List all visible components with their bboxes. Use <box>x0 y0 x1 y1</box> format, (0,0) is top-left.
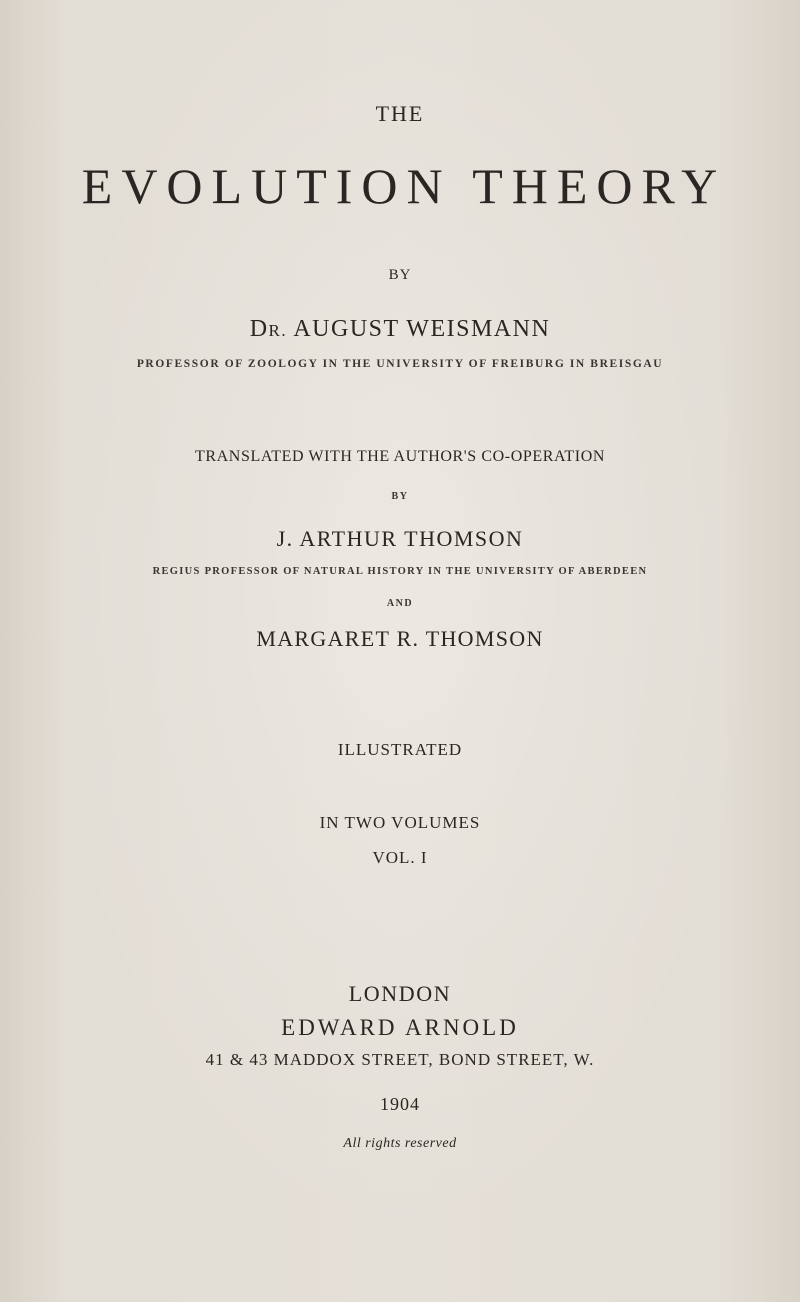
rights-notice: All rights reserved <box>343 1136 457 1151</box>
publication-city: LONDON <box>348 981 452 1006</box>
translator-affiliation-1: REGIUS PROFESSOR OF NATURAL HISTORY IN THE UNIVERSITY OF ABERDEEN <box>152 566 648 577</box>
book-title: EVOLUTION THEORY <box>81 158 727 214</box>
translation-note: TRANSLATED WITH THE AUTHOR'S CO-OPERATION <box>195 448 605 465</box>
translator-name-2: MARGARET R. THOMSON <box>256 626 544 651</box>
volume-count: IN TWO VOLUMES <box>319 813 481 832</box>
illustrated-note: ILLUSTRATED <box>337 740 463 759</box>
volume-number: VOL. I <box>372 848 428 867</box>
by-label: BY <box>388 267 412 283</box>
author-prefix-r: R. <box>268 321 288 340</box>
publisher-address: 41 & 43 MADDOX STREET, BOND STREET, W. <box>205 1050 595 1069</box>
and-label: AND <box>386 598 414 609</box>
translator-by-label: BY <box>391 491 409 502</box>
author-prefix-d: D <box>249 316 269 342</box>
publisher-name: EDWARD ARNOLD <box>281 1015 519 1040</box>
publication-year: 1904 <box>380 1094 420 1114</box>
author-name <box>0 317 800 341</box>
author-surname: AUGUST WEISMANN <box>287 316 551 342</box>
translator-name-1: J. ARTHUR THOMSON <box>276 526 524 551</box>
author-affiliation: PROFESSOR OF ZOOLOGY IN THE UNIVERSITY OF FREIBURG IN BREISGAU <box>136 358 664 370</box>
title-article: THE <box>375 101 425 126</box>
